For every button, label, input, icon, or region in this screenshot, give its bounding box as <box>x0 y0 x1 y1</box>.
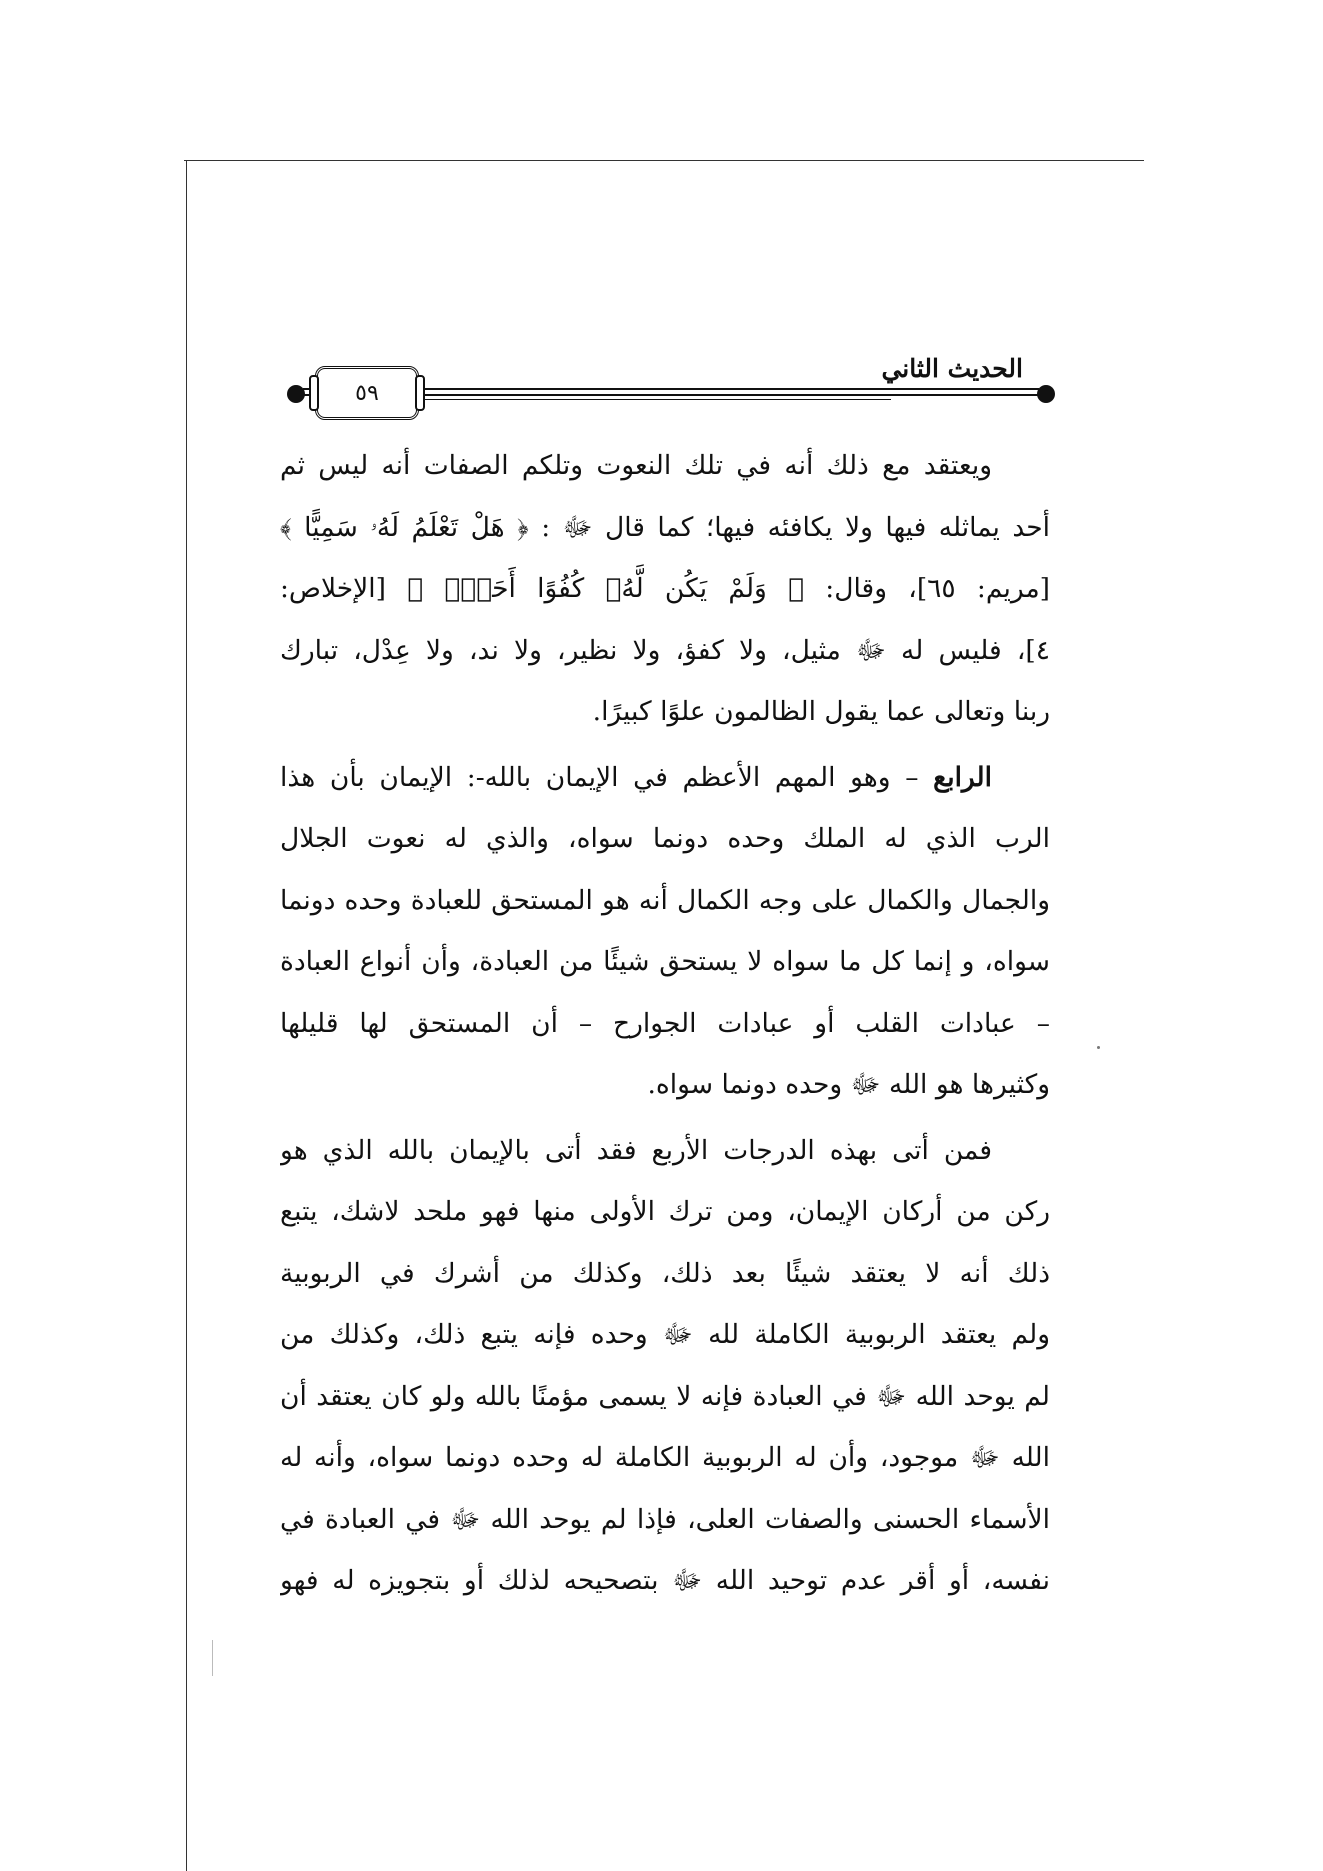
text-line: والجمال والكمال على وجه الكمال أنه هو المستحق للعبادة وحده دونما <box>280 884 1050 916</box>
text-line: سواه، و إنما كل ما سواه لا يستحق شيئًا من العبادة، وأن أنواع العبادة <box>280 946 1050 977</box>
text-line: ولم يعتقد الربوبية الكاملة لله ﷻ وحده فإنه يتبع ذلك، وكذلك من <box>280 1319 1050 1350</box>
header-ornament-dot <box>287 385 305 403</box>
text-line: وكثيرها هو الله ﷻ وحده دونما سواه. <box>647 1069 1050 1100</box>
scan-artifact <box>212 1640 213 1676</box>
header-rule-thin <box>405 399 891 400</box>
text-line: الله ﷻ موجود، وأن له الربوبية الكاملة له وحده دونما سواه، وأنه له <box>280 1442 1050 1473</box>
paragraph <box>280 747 1050 1116</box>
text-line: – عبادات القلب أو عبادات الجوارح – أن المستحق لها قليلها <box>280 1007 1050 1039</box>
text-line: ويعتقد مع ذلك أنه في تلك النعوت وتلكم الصفات أنه ليس ثم <box>280 450 992 481</box>
text-line-rest: – وهو المهم الأعظم في الإيمان بالله-: الإيمان بأن هذا <box>280 761 934 793</box>
page-number-frame <box>315 366 419 420</box>
chapter-title: الحديث الثاني <box>875 354 1023 383</box>
text-line: نفسه، أو أقر عدم توحيد الله ﷻ بتصحيحه لذلك أو بتجويزه له فهو <box>280 1565 1050 1596</box>
text-line: [مريم: ٦٥]، وقال: ﴿ وَلَمْ يَكُن لَّهُۥ كُفُوًا أَحَدٌۢ ﴾ [الإخلاص: <box>280 573 1050 604</box>
text-line: الرب الذي له الملك وحده دونما سواه، والذي له نعوت الجلال <box>280 823 1050 854</box>
text-line: الأسماء الحسنى والصفات العلى، فإذا لم يوحد الله ﷻ في العبادة في <box>280 1503 1050 1535</box>
text-line <box>280 747 1050 809</box>
page-body <box>280 435 1050 1612</box>
text-line: لم يوحد الله ﷻ في العبادة فإنه لا يسمى مؤمنًا بالله ولو كان يعتقد أن <box>280 1380 1050 1412</box>
text-line: أحد يماثله فيها ولا يكافئه فيها؛ كما قال ﷻ : ﴿ هَلْ تَعْلَمُ لَهُۥ سَمِيًّا ﴾ <box>280 511 1050 543</box>
text-line: ذلك أنه لا يعتقد شيئًا بعد ذلك، وكذلك من أشرك في الربوبية <box>280 1257 1050 1289</box>
text-line: ربنا وتعالى عما يقول الظالمون علوًا كبيرًا. <box>592 696 1050 727</box>
scan-artifact-dot <box>1097 1046 1100 1049</box>
text-line: ركن من أركان الإيمان، ومن ترك الأولى منها فهو ملحد لاشك، يتبع <box>280 1196 1050 1227</box>
text-line: ٤]، فليس له ﷻ مثيل، ولا كفؤ، ولا نظير، ولا ند، ولا عِدْل، تبارك <box>280 634 1050 666</box>
paragraph <box>280 1120 1050 1612</box>
text-line: فمن أتى بهذه الدرجات الأربع فقد أتى بالإيمان بالله الذي هو <box>280 1134 992 1166</box>
crop-mark-top <box>184 160 1144 161</box>
paragraph <box>280 435 1050 743</box>
header-ornament-dot <box>1037 385 1055 403</box>
page-number: ٥٩ <box>355 380 379 406</box>
section-lead-word: الرابع <box>933 761 992 793</box>
page-header <box>285 356 1057 426</box>
crop-mark-left <box>186 160 187 1871</box>
